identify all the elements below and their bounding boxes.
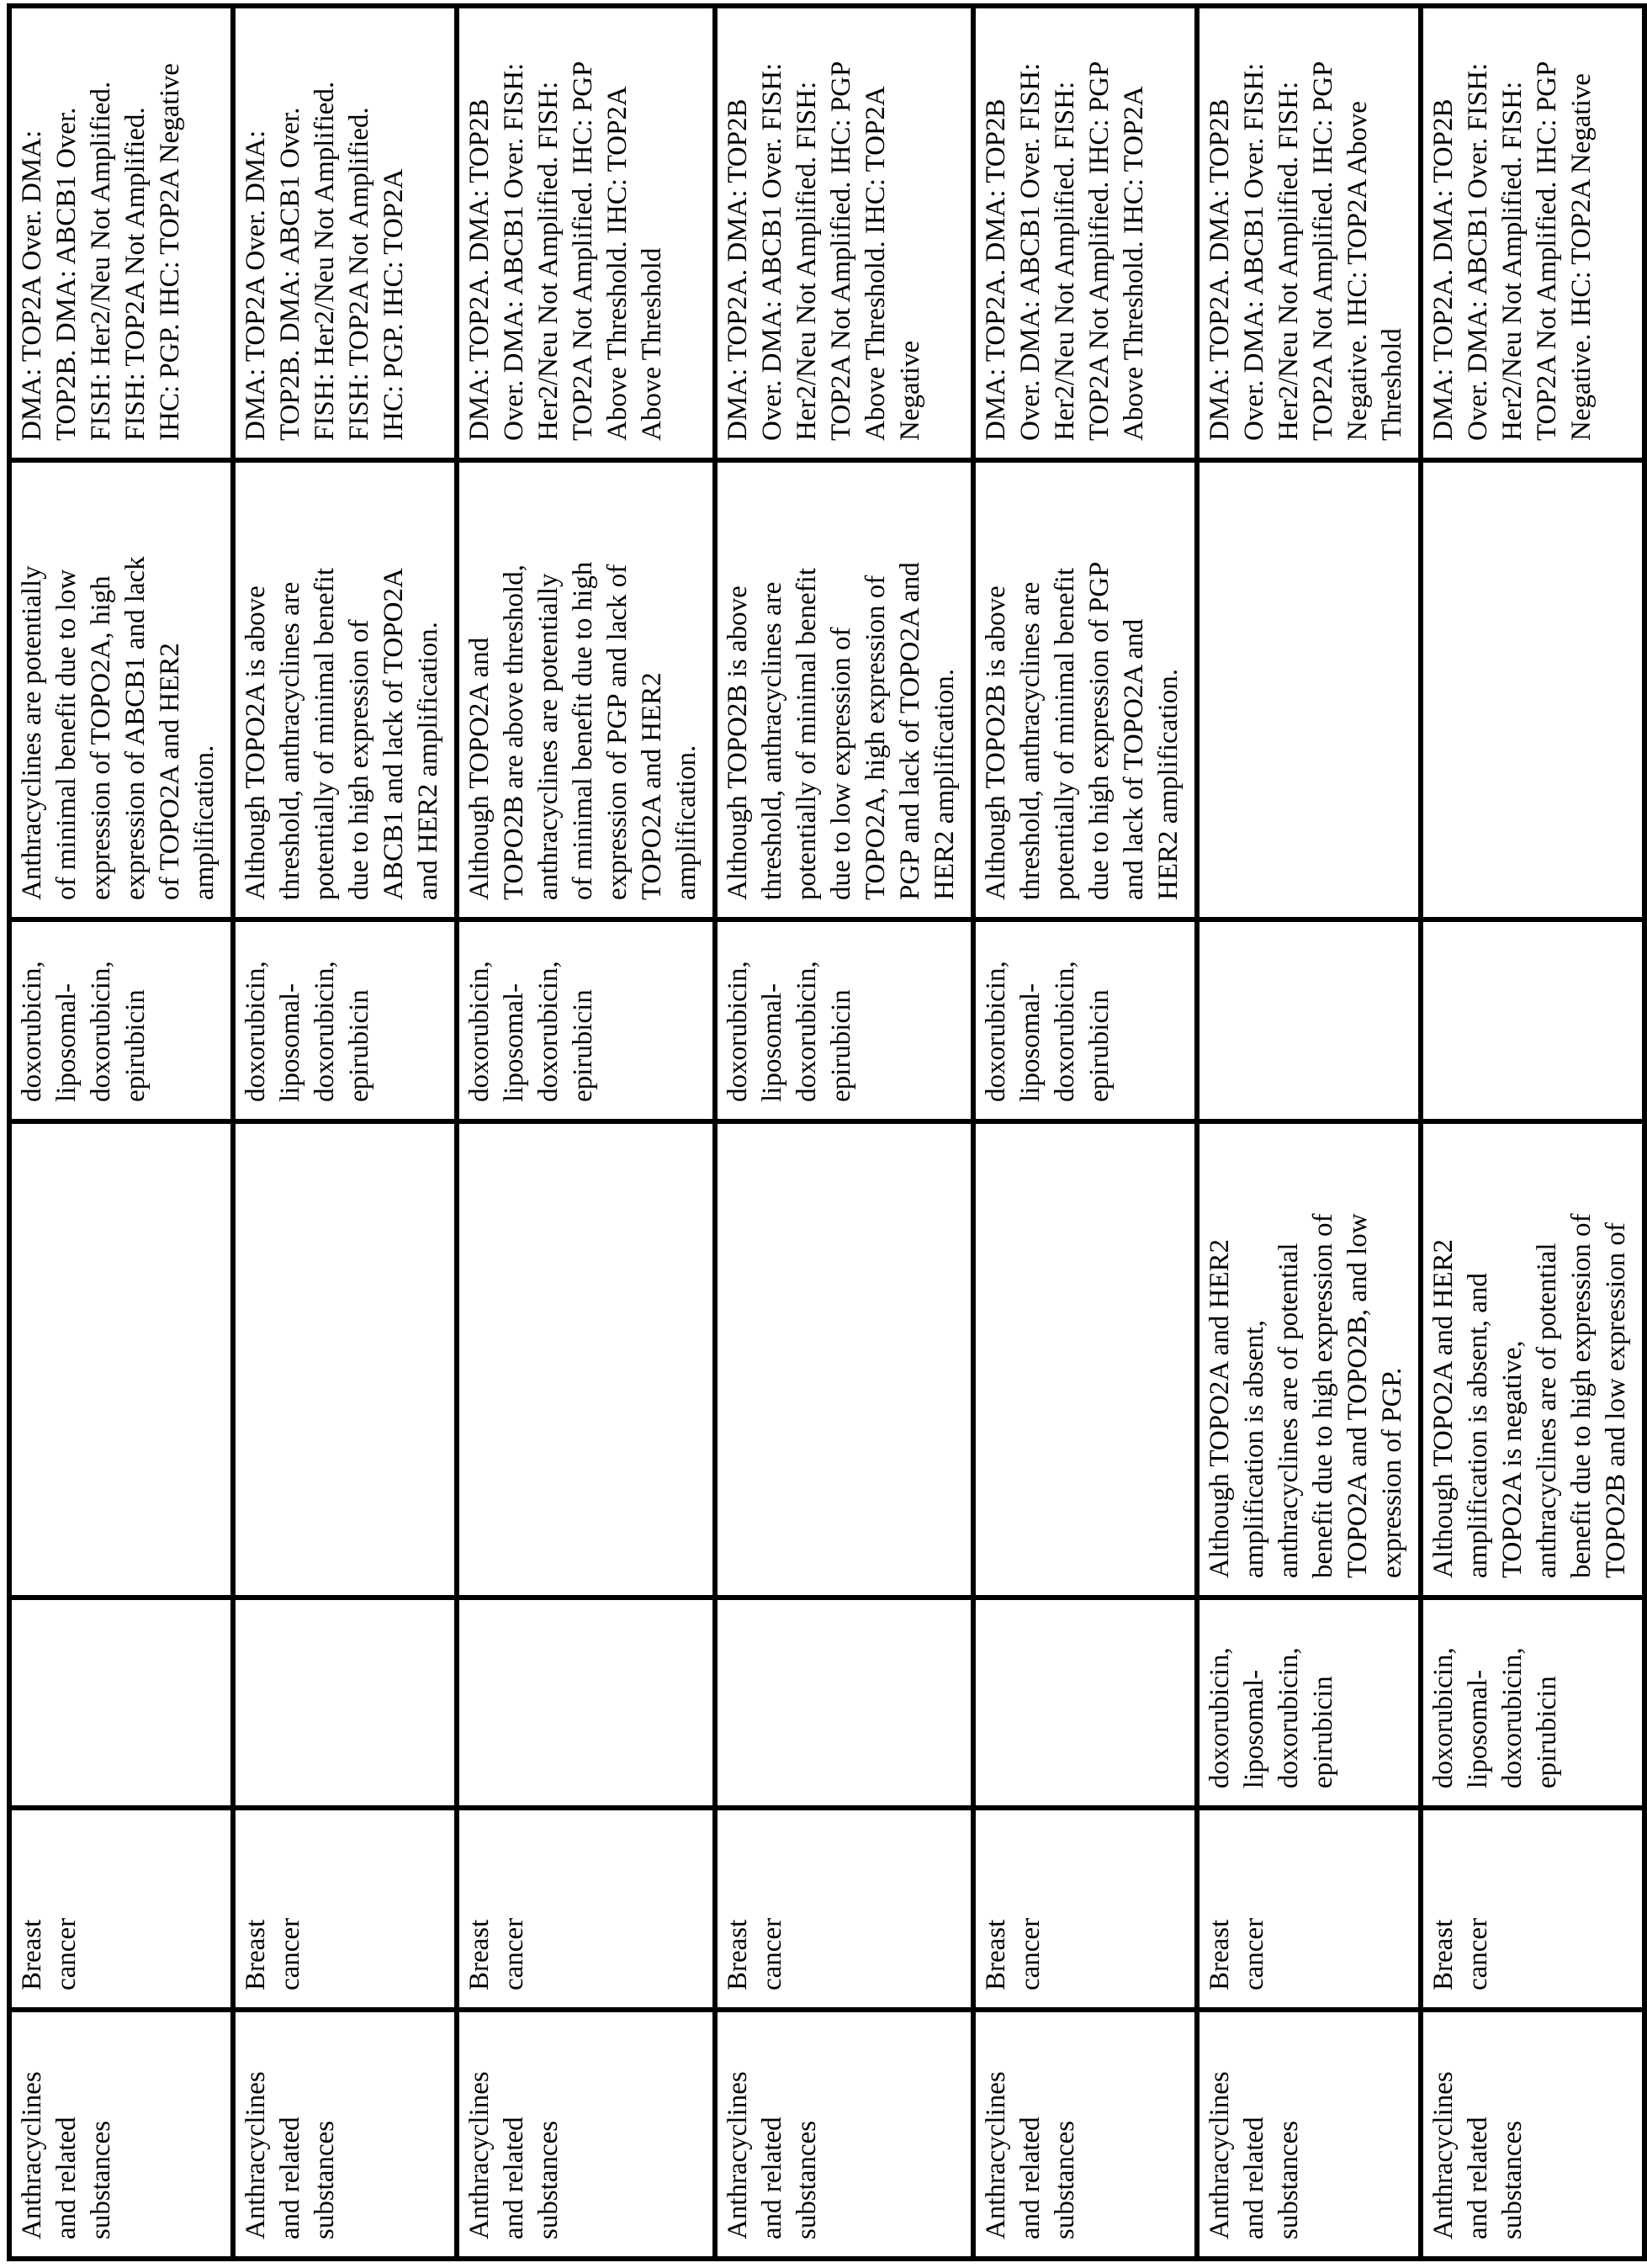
cell-cancer: Breast cancer [1197,1808,1421,2010]
cell-rationale-minimal-benefit: Although TOPO2A and TOPO2B are above threshold, anthracyclines are potentially of minimal benefit due to high expression of PGP and lack of TOPO2A and HER2 amplification. [457,460,715,919]
cell-drugs-potential-benefit [715,1598,973,1808]
cell-cancer: Breast cancer [715,1808,973,2010]
cell-drugs-minimal-benefit: doxorubicin, liposomal- doxorubicin, epirubicin [9,919,233,1121]
cell-cancer: Breast cancer [233,1808,457,2010]
table-row [233,6,457,2259]
cell-rationale-minimal-benefit [1197,460,1421,919]
cell-biomarker-status: DMA: TOP2A. DMA: TOP2B Over. DMA: ABCB1 Over. FISH: Her2/Neu Not Amplified. FISH: TOP2A Not Amplified. IHC: PGP Above Threshold. IHC: TOP2A [973,6,1197,460]
therapy-biomarker-table [7,3,1647,2261]
table-row [715,6,973,2259]
cell-drugs-potential-benefit [233,1598,457,1808]
cell-biomarker-status: DMA: TOP2A. DMA: TOP2B Over. DMA: ABCB1 Over. FISH: Her2/Neu Not Amplified. FISH: TOP2A Not Amplified. IHC: PGP Above Threshold. IHC: TOP2A Negative [715,6,973,460]
cell-drugs-minimal-benefit: doxorubicin, liposomal- doxorubicin, epirubicin [233,919,457,1121]
table-body [9,6,1644,2259]
cell-rationale-potential-benefit [233,1121,457,1598]
cell-drugs-minimal-benefit: doxorubicin, liposomal- doxorubicin, epirubicin [973,919,1197,1121]
cell-biomarker-status: DMA: TOP2A. DMA: TOP2B Over. DMA: ABCB1 Over. FISH: Her2/Neu Not Amplified. FISH: TOP2A Not Amplified. IHC: PGP Negative. IHC: TOP2A Above Threshold [1197,6,1421,460]
cell-rationale-potential-benefit: Although TOPO2A and HER2 amplification is absent, anthracyclines are of potential benefit due to high expression of TOPO2A and TOPO2B, and low expression of PGP. [1197,1121,1421,1598]
cell-drug-class: Anthracyclines and related substances [715,2010,973,2259]
cell-drugs-potential-benefit [9,1598,233,1808]
cell-cancer: Breast cancer [973,1808,1197,2010]
cell-biomarker-status: DMA: TOP2A. DMA: TOP2B Over. DMA: ABCB1 Over. FISH: Her2/Neu Not Amplified. FISH: TOP2A Not Amplified. IHC: PGP Above Threshold. IHC: TOP2A Above Threshold [457,6,715,460]
cell-rationale-minimal-benefit: Although TOPO2A is above threshold, anthracyclines are potentially of minimal benefit due to high expression of ABCB1 and lack of TOPO2A and HER2 amplification. [233,460,457,919]
table-row [1197,6,1421,2259]
cell-drugs-minimal-benefit [1421,919,1644,1121]
cell-rationale-minimal-benefit: Anthracyclines are potentially of minimal benefit due to low expression of TOPO2A, high expression of ABCB1 and lack of TOPO2A and HER2 amplification. [9,460,233,919]
cell-drugs-potential-benefit: doxorubicin, liposomal- doxorubicin, epirubicin [1197,1598,1421,1808]
table-row [973,6,1197,2259]
cell-drug-class: Anthracyclines and related substances [1421,2010,1644,2259]
cell-drug-class: Anthracyclines and related substances [233,2010,457,2259]
cell-rationale-minimal-benefit: Although TOPO2B is above threshold, anthracyclines are potentially of minimal benefit due to low expression of TOPO2A, high expression of PGP and lack of TOPO2A and HER2 amplification. [715,460,973,919]
table-row [457,6,715,2259]
cell-drugs-minimal-benefit [1197,919,1421,1121]
cell-drug-class: Anthracyclines and related substances [1197,2010,1421,2259]
cell-drugs-potential-benefit [457,1598,715,1808]
cell-rationale-potential-benefit [715,1121,973,1598]
cell-drugs-potential-benefit: doxorubicin, liposomal- doxorubicin, epirubicin [1421,1598,1644,1808]
cell-drugs-minimal-benefit: doxorubicin, liposomal- doxorubicin, epirubicin [457,919,715,1121]
table-row [1421,6,1644,2259]
rotated-table-container [7,8,1631,2261]
cell-rationale-potential-benefit [973,1121,1197,1598]
cell-rationale-potential-benefit: Although TOPO2A and HER2 amplification is absent, and TOPO2A is negative, anthracyclines are of potential benefit due to high expression of TOPO2B and low expression of [1421,1121,1644,1598]
cell-rationale-minimal-benefit: Although TOPO2B is above threshold, anthracyclines are potentially of minimal benefit due to high expression of PGP and lack of TOPO2A and HER2 amplification. [973,460,1197,919]
cell-drug-class: Anthracyclines and related substances [973,2010,1197,2259]
cell-biomarker-status: DMA: TOP2A Over. DMA: TOP2B. DMA: ABCB1 Over. FISH: Her2/Neu Not Amplified. FISH: TOP2A Not Amplified. IHC: PGP. IHC: TOP2A [233,6,457,460]
cell-biomarker-status: DMA: TOP2A. DMA: TOP2B Over. DMA: ABCB1 Over. FISH: Her2/Neu Not Amplified. FISH: TOP2A Not Amplified. IHC: PGP Negative. IHC: TOP2A Negative [1421,6,1644,460]
cell-cancer: Breast cancer [9,1808,233,2010]
cell-drugs-potential-benefit [973,1598,1197,1808]
cell-drugs-minimal-benefit: doxorubicin, liposomal- doxorubicin, epirubicin [715,919,973,1121]
cell-biomarker-status: DMA: TOP2A Over. DMA: TOP2B. DMA: ABCB1 Over. FISH: Her2/Neu Not Amplified. FISH: TOP2A Not Amplified. IHC: PGP. IHC: TOP2A Negative [9,6,233,460]
cell-rationale-potential-benefit [9,1121,233,1598]
cell-rationale-potential-benefit [457,1121,715,1598]
cell-drug-class: Anthracyclines and related substances [457,2010,715,2259]
cell-rationale-minimal-benefit [1421,460,1644,919]
table-row [9,6,233,2259]
cell-cancer: Breast cancer [457,1808,715,2010]
cell-drug-class: Anthracyclines and related substances [9,2010,233,2259]
cell-cancer: Breast cancer [1421,1808,1644,2010]
